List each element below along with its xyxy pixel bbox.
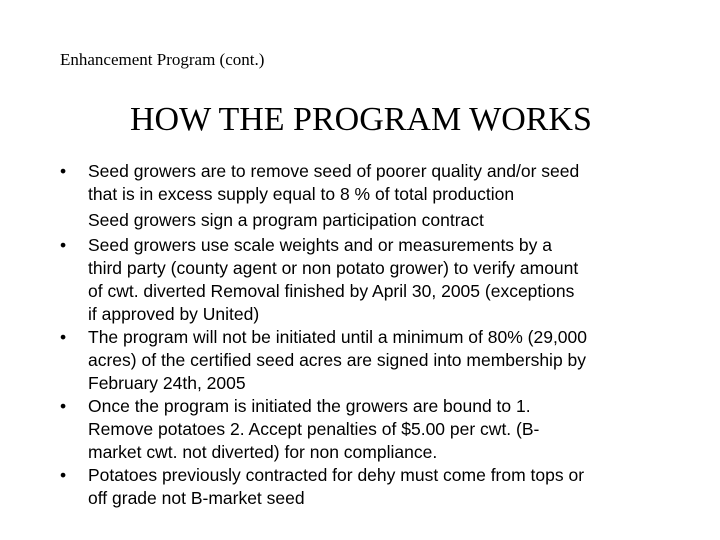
bullet-line: Seed growers are to remove seed of poorer quality and/or seed — [88, 161, 580, 181]
bullet-icon: • — [60, 235, 67, 255]
bullet-icon: • — [60, 465, 67, 485]
bullet-line: Potatoes previously contracted for dehy must come from tops or — [88, 465, 585, 485]
bullet-item — [60, 160, 670, 206]
bullet-line: market cwt. not diverted) for non compliance. — [88, 442, 438, 462]
bullet-icon: • — [60, 161, 67, 181]
bullet-line: February 24th, 2005 — [88, 373, 246, 393]
bullet-line: Seed growers use scale weights and or measurements by a — [88, 235, 552, 255]
bullet-item — [60, 326, 670, 395]
bullet-continuation: Seed growers sign a program participation contract — [88, 210, 484, 230]
bullet-line: that is in excess supply equal to 8 % of total production — [88, 184, 515, 204]
slide-title: HOW THE PROGRAM WORKS — [130, 101, 592, 138]
bullet-icon: • — [60, 396, 67, 416]
bullet-line: The program will not be initiated until a minimum of 80% (29,000 — [88, 327, 587, 347]
bullet-line: if approved by United) — [88, 304, 260, 324]
bullet-item — [60, 395, 670, 464]
bullet-line: acres) of the certified seed acres are signed into membership by — [88, 350, 587, 370]
slide-header: Enhancement Program (cont.) — [60, 50, 265, 69]
bullet-line: third party (county agent or non potato grower) to verify amount — [88, 258, 579, 278]
bullet-icon: • — [60, 327, 67, 347]
bullet-line: of cwt. diverted Removal finished by April 30, 2005 (exceptions — [88, 281, 575, 301]
bullet-list — [60, 160, 670, 510]
bullet-line: Once the program is initiated the growers are bound to 1. — [88, 396, 531, 416]
bullet-line: off grade not B-market seed — [88, 488, 305, 508]
bullet-line: Remove potatoes 2. Accept penalties of $5.00 per cwt. (B- — [88, 419, 540, 439]
bullet-item — [60, 234, 670, 326]
bullet-item — [60, 464, 670, 510]
